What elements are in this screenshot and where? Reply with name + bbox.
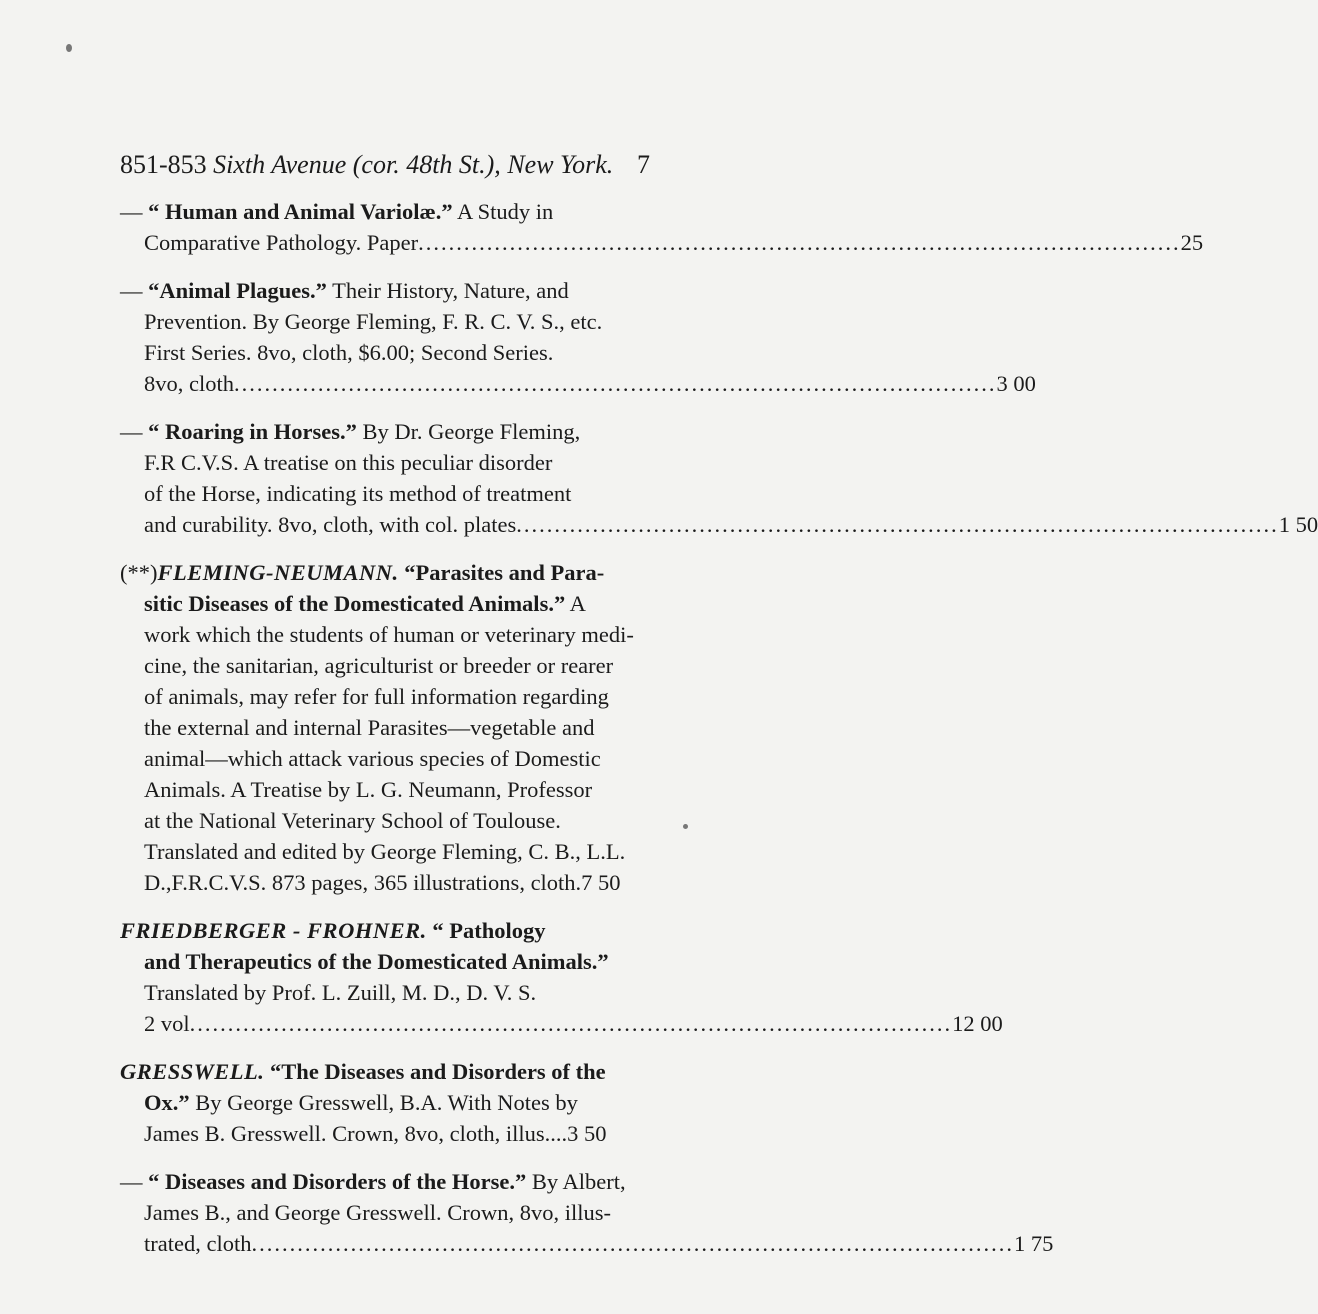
address-number: 851-853	[120, 150, 207, 179]
paper-speck	[66, 44, 72, 52]
entry-author: FRIEDBERGER - FROHNER.	[120, 918, 427, 943]
entry-title: “ Pathology	[432, 918, 546, 943]
entry-price-line: D.,F.R.C.V.S. 873 pages, 365 illustrations, cloth.7 50	[144, 870, 621, 895]
catalog-entry: — “ Roaring in Horses.” By Dr. George Fleming, F.R C.V.S. A treatise on this peculiar disorder of the Horse, indicating its method of treatment and curability. 8vo, cloth, with col. plates..... 1 50	[120, 416, 665, 540]
entry-price-line: James B. Gresswell. Crown, 8vo, cloth, illus....3 50	[144, 1121, 607, 1146]
catalog-entry: GRESSWELL. “The Diseases and Disorders of the Ox.” By George Gresswell, B.A. With Notes by James B. Gresswell. Crown, 8vo, cloth, illus....3 50	[120, 1056, 665, 1149]
entry-price: 1 50	[1278, 512, 1318, 537]
catalog-entry: — “ Human and Animal Variolæ.” A Study in Comparative Pathology. Paper..... 25	[120, 196, 665, 258]
entry-title: “ Human and Animal Variolæ.”	[148, 199, 453, 224]
entry-price: 3 00	[996, 371, 1036, 396]
entry-title: “ Roaring in Horses.”	[148, 419, 357, 444]
address-street: Sixth Avenue	[213, 150, 347, 179]
entry-price: 1 75	[1013, 1231, 1054, 1256]
address-city: New York.	[507, 150, 614, 179]
entry-title: “Parasites and Para-	[404, 560, 605, 585]
page-header	[120, 150, 650, 180]
catalog-entry: (**)FLEMING-NEUMANN. “Parasites and Para- sitic Diseases of the Domesticated Animals.” A work which the students of human or veterinary medi- cine, the sanitarian, agriculturist or breeder or rearer of animals, may refer for full information regarding the external and internal Parasites—vegetable and animal—which attack various species of Domestic Animals. A Treatise by L. G. Neumann, Professor at the National Veterinary School of Toulouse. Translated and edited by George Fleming, C. B., L.L. D.,F.R.C.V.S. 873 pages, 365 illustrations, cloth.7 50	[120, 557, 665, 898]
page-number: 7	[637, 150, 650, 179]
entry-title: “Animal Plagues.”	[148, 278, 327, 303]
entry-title: “The Diseases and Disorders of the	[270, 1059, 606, 1084]
entry-price: 25	[1180, 230, 1204, 255]
address-cross-street: (cor. 48th St.),	[352, 150, 501, 179]
entry-title: “ Diseases and Disorders of the Horse.”	[148, 1169, 527, 1194]
paper-speck	[683, 824, 688, 829]
entry-marker: (**)	[120, 560, 158, 585]
entry-author: FLEMING-NEUMANN.	[157, 560, 399, 585]
catalog-entry: — “Animal Plagues.” Their History, Nature, and Prevention. By George Fleming, F. R. C. V. S., etc. First Series. 8vo, cloth, $6.00; Second Series. 8vo, cloth..... 3 00	[120, 275, 665, 399]
catalog-entry: FRIEDBERGER - FROHNER. “ Pathology and Therapeutics of the Domesticated Animals.” Translated by Prof. L. Zuill, M. D., D. V. S. 2 vol..... 12 00	[120, 915, 665, 1039]
entry-price: 12 00	[952, 1011, 1003, 1036]
catalog-entries	[120, 196, 1318, 1276]
entry-author: GRESSWELL.	[120, 1059, 265, 1084]
catalog-entry: — “ Diseases and Disorders of the Horse.” By Albert, James B., and George Gresswell. Crown, 8vo, illus- trated, cloth..... 1 75	[120, 1166, 665, 1259]
